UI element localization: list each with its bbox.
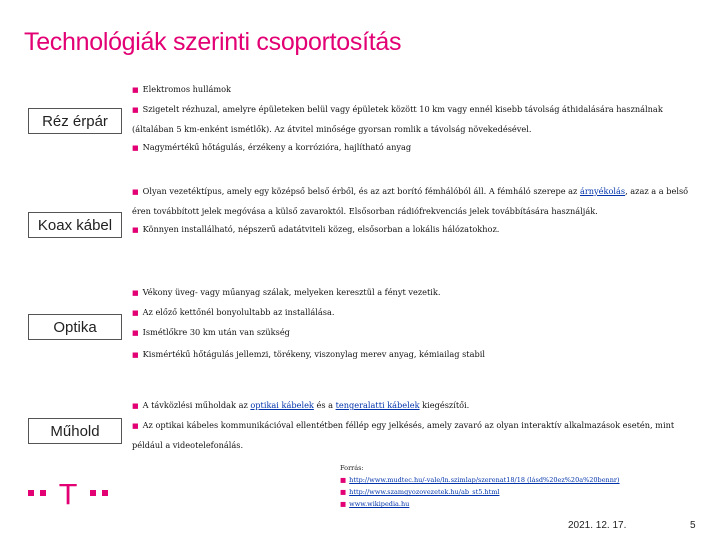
bullet-icon: ■ (132, 226, 139, 234)
page-number: 5 (690, 520, 696, 531)
category-label: Réz érpár (42, 112, 108, 130)
bullet-item: ■ Könnyen installálható, népszerű adatátviteli közeg, elsősorban a lokális hálózatokhoz. (132, 224, 500, 234)
category-label: Koax kábel (37, 216, 113, 234)
bullet-icon: ■ (340, 488, 347, 496)
telekom-logo-icon (28, 480, 118, 506)
category-label: Műhold (50, 422, 100, 440)
bullet-item: ■ Szigetelt rézhuzal, amelyre épületeken belül vagy épületek között 10 km vagy ennél kisebb távolság áthidalására használnak (általában 5 km-enként ismétlők). Az átvitel minősége gyorsan romlik a távolság növekedésével. (132, 104, 663, 134)
bullet-icon: ■ (132, 422, 139, 430)
bullet-icon: ■ (132, 351, 139, 359)
category-box-copper (28, 108, 122, 134)
page-title: Technológiák szerinti csoportosítás (24, 28, 402, 56)
bullet-icon: ■ (132, 329, 139, 337)
link-optical-cables[interactable]: optikai kábelek (250, 400, 314, 410)
link-shielding[interactable]: árnyékolás (579, 186, 626, 196)
bullet-icon: ■ (132, 106, 139, 114)
bullet-item: ■ A távközlési műholdak az optikai kábelek és a tengeralatti kábelek kiegészítői. (132, 400, 470, 410)
category-box-satellite (28, 418, 122, 444)
bullet-icon: ■ (132, 144, 139, 152)
category-box-optics (28, 314, 122, 340)
source-link[interactable]: http://www.szamgyozovezetek.hu/ab_st5.html (349, 488, 500, 496)
bullet-item: ■ Ismétlőkre 30 km után van szükség (132, 327, 290, 337)
link-submarine-cables[interactable]: tengeralatti kábelek (335, 400, 420, 410)
bullet-item: ■ Vékony üveg- vagy műanyag szálak, melyeken keresztül a fényt vezetik. (132, 287, 441, 297)
bullet-icon: ■ (132, 309, 139, 317)
footer-date: 2021. 12. 17. (568, 520, 627, 531)
bullet-icon: ■ (132, 86, 139, 94)
category-label: Optika (53, 318, 97, 336)
category-box-coax (28, 212, 122, 238)
logo-letter: T (59, 480, 77, 506)
bullet-icon: ■ (132, 402, 139, 410)
source-item (340, 474, 700, 486)
source-item (340, 498, 700, 510)
sources-block (340, 462, 700, 510)
bullet-icon: ■ (132, 188, 139, 196)
source-link[interactable]: www.wikipedia.hu (349, 500, 410, 508)
bullet-item: ■ Nagymértékű hőtágulás, érzékeny a korrózióra, hajlítható anyag (132, 142, 412, 152)
source-item (340, 486, 700, 498)
bullet-item: ■ Elektromos hullámok (132, 84, 231, 94)
bullet-icon: ■ (132, 289, 139, 297)
sources-label: Forrás: (340, 464, 364, 472)
bullet-item: ■ Kismértékű hőtágulás jellemzi, törékeny, viszonylag merev anyag, kémiailag stabil (132, 349, 485, 359)
source-link[interactable]: http://www.mudtec.hu/-vale/ln.szimlap/szerenat18/18 (lásd%20ez%20a%20bennr) (349, 476, 620, 484)
bullet-item: ■ Az előző kettőnél bonyolultabb az installálása. (132, 307, 335, 317)
bullet-item: ■ Olyan vezetéktípus, amely egy középső belső érből, és az azt borító fémhálóból áll. A fémháló szerepe az árnyékolás, azaz a a belső éren továbbított jelek megóvása a külső zavaroktól. Elsősorban rádiófrekvenciás jelek továbbítására használják. (132, 186, 689, 216)
bullet-icon: ■ (340, 476, 347, 484)
bullet-icon: ■ (340, 500, 347, 508)
bullet-item: ■ Az optikai kábeles kommunikációval ellentétben féllép egy jelkésés, amely zavaró az olyan interaktív alkalmazások esetén, mint például a videotelefonálás. (132, 420, 675, 450)
